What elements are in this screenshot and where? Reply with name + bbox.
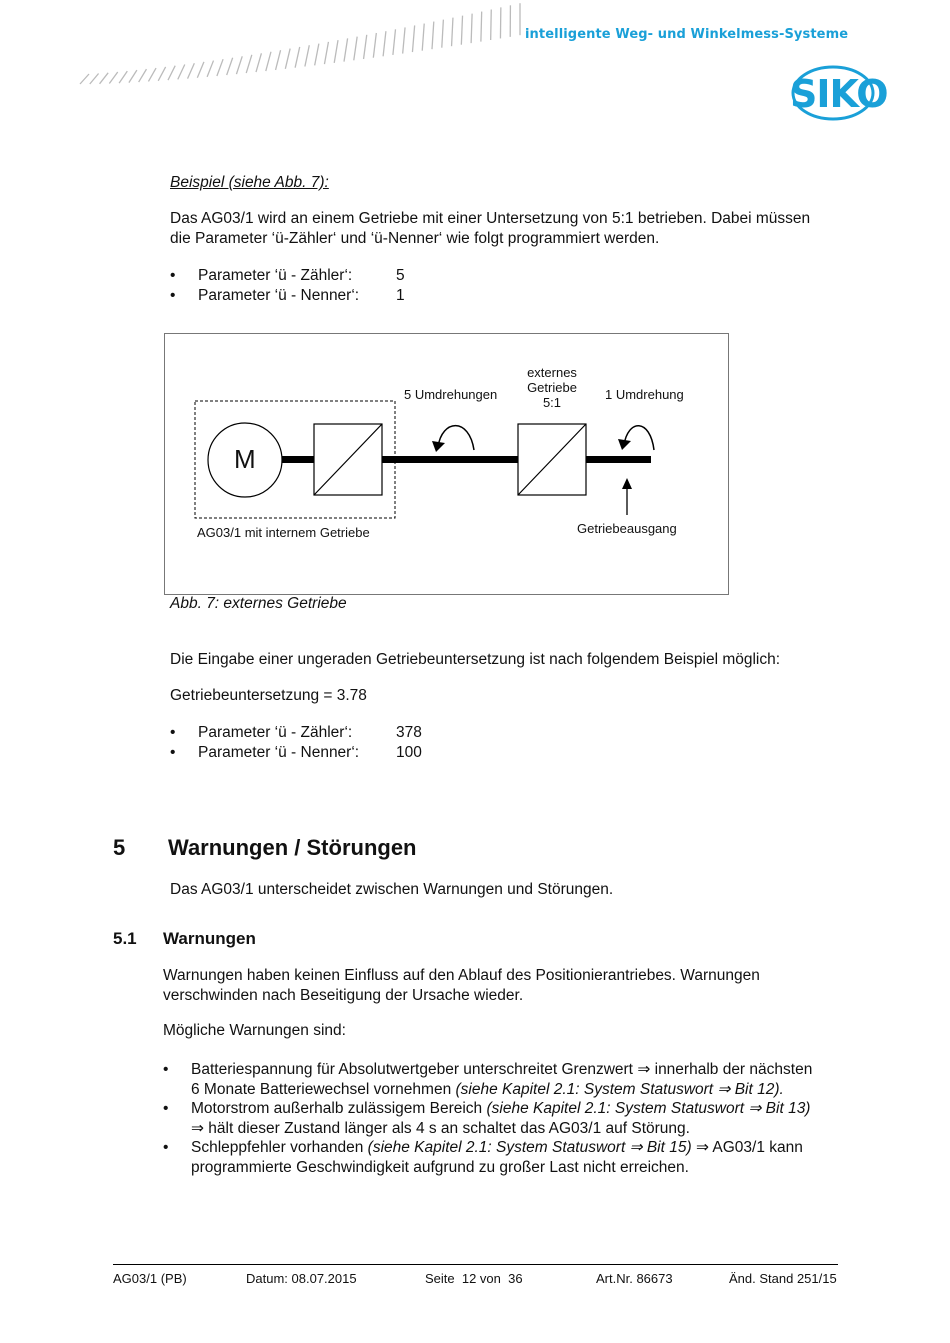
decor-tick	[481, 12, 482, 42]
rotation-arrow-icon	[624, 426, 654, 450]
bullet-icon: •	[163, 1061, 169, 1078]
decor-tick	[148, 68, 156, 81]
example-intro-line2: die Parameter ‘ü-Zähler‘ und ‘ü-Nenner‘ wie folgt programmiert werden.	[170, 230, 660, 247]
ratio-line: Getriebeuntersetzung = 3.78	[170, 687, 367, 704]
decor-tick	[403, 27, 405, 53]
bullet-icon: •	[163, 1100, 169, 1117]
section-5-number: 5	[113, 835, 126, 860]
param-label: Parameter ‘ü - Zähler‘:	[198, 267, 353, 284]
ext-gear-label-line1: externes	[527, 365, 577, 380]
decor-tick	[90, 74, 99, 84]
possible-warnings: Mögliche Warnungen sind:	[163, 1022, 346, 1039]
bullet-icon: •	[170, 287, 176, 304]
footer-rule	[113, 1264, 838, 1265]
decor-tick	[158, 67, 165, 81]
warning-reference: (siehe Kapitel 2.1: System Statuswort ⇒ Bit 12).	[455, 1081, 784, 1098]
section-5-title: Warnungen / Störungen	[168, 835, 417, 860]
odd-ratio-text: Die Eingabe einer ungeraden Getriebeuntersetzung ist nach folgendem Beispiel möglich:	[170, 651, 781, 668]
section-51-title: Warnungen	[163, 929, 256, 948]
ext-gear-label-line2: Getriebe	[527, 380, 577, 395]
bullet-icon: •	[170, 744, 176, 761]
decor-tick	[276, 50, 281, 70]
decor-tick	[139, 69, 147, 82]
decor-tick	[100, 73, 109, 84]
decor-tick	[227, 58, 233, 75]
footer-page: Seite 12 von 36	[425, 1271, 523, 1286]
decor-tick	[364, 35, 367, 59]
footer-art: Art.Nr. 86673	[596, 1271, 673, 1286]
siko-logo	[788, 63, 888, 123]
param-value: 5	[396, 267, 405, 284]
section-5-intro: Das AG03/1 unterscheidet zwischen Warnungen und Störungen.	[170, 881, 614, 898]
decor-tick	[315, 44, 319, 66]
param-value: 100	[396, 744, 422, 761]
param-label: Parameter ‘ü - Nenner‘:	[198, 287, 360, 304]
decor-tick	[344, 38, 348, 61]
decor-tick	[109, 72, 117, 83]
footer-doc: AG03/1 (PB)	[113, 1271, 187, 1286]
decor-tick	[324, 42, 328, 64]
decor-tick	[168, 66, 175, 80]
bullet-icon: •	[163, 1139, 169, 1156]
section-51-number: 5.1	[113, 929, 137, 948]
param-value: 378	[396, 724, 422, 741]
param-label: Parameter ‘ü - Zähler‘:	[198, 724, 353, 741]
section-51-para-line1: Warnungen haben keinen Einfluss auf den Ablauf des Positionierantriebes. Warnungen	[163, 967, 760, 984]
decor-tick	[491, 9, 492, 40]
decor-tick	[217, 59, 223, 76]
warning-text: 6 Monate Batteriewechsel vornehmen	[191, 1081, 456, 1098]
warning-reference: (siehe Kapitel 2.1: System Statuswort ⇒ Bit 15)	[367, 1139, 692, 1156]
param-label: Parameter ‘ü - Nenner‘:	[198, 744, 360, 761]
example-intro-line1: Das AG03/1 wird an einem Getriebe mit einer Untersetzung von 5:1 betrieben. Dabei müssen	[170, 210, 811, 227]
arrow-icon: ⇒	[191, 1120, 204, 1137]
rotation-arrow-icon	[438, 426, 474, 450]
decor-tick	[354, 37, 357, 61]
output-arrow-icon	[622, 478, 632, 489]
shaft-2	[382, 456, 518, 463]
warning-text: hält dieser Zustand länger als 4 s an schaltet das AG03/1 auf Störung.	[204, 1120, 690, 1137]
decor-tick	[442, 20, 444, 48]
decor-tick	[461, 16, 462, 45]
bullet-icon: •	[170, 267, 176, 284]
shaft-1	[282, 456, 314, 463]
rev-label-1: 1 Umdrehung	[605, 387, 684, 402]
decor-tick	[119, 71, 127, 83]
warning-reference: (siehe Kapitel 2.1: System Statuswort ⇒ Bit 13)	[486, 1100, 811, 1117]
shaft-3	[586, 456, 651, 463]
decor-tick	[129, 70, 137, 82]
decor-tick	[285, 49, 290, 69]
arrow-icon: ⇒	[637, 1061, 651, 1078]
ext-gear-label	[517, 365, 587, 410]
arrow-icon: ⇒	[691, 1139, 709, 1156]
decor-tick	[305, 45, 309, 66]
decor-tick	[452, 18, 453, 47]
footer-date: Datum: 08.07.2015	[246, 1271, 357, 1286]
ext-gear-label-line3: 5:1	[542, 395, 562, 410]
motor-label: M	[234, 444, 256, 474]
decor-tick	[393, 29, 396, 55]
logo-text: SIKO	[790, 72, 888, 116]
warning-text: innerhalb der nächsten	[650, 1061, 813, 1078]
decor-tick	[373, 33, 376, 58]
header-tagline: intelligente Weg- und Winkelmess-Systeme	[525, 27, 849, 42]
example-heading: Beispiel (siehe Abb. 7):	[170, 174, 329, 191]
internal-gear-label: AG03/1 mit internem Getriebe	[197, 525, 370, 540]
decor-tick	[246, 55, 252, 73]
warning-text: programmierte Geschwindigkeit aufgrund zu großer Last nicht erreichen.	[191, 1159, 689, 1176]
decor-tick	[188, 63, 195, 78]
decor-tick	[197, 62, 204, 78]
rev-label-5: 5 Umdrehungen	[404, 387, 498, 402]
param-value: 1	[396, 287, 405, 304]
output-label: Getriebeausgang	[577, 521, 677, 536]
decor-tick	[412, 25, 414, 52]
warning-text: AG03/1 kann	[708, 1139, 803, 1156]
warning-text: Schleppfehler vorhanden	[191, 1139, 368, 1156]
decor-tick	[266, 52, 271, 71]
decor-tick	[256, 53, 261, 72]
decor-tick	[295, 47, 300, 68]
decor-tick	[422, 24, 424, 51]
decor-tick	[383, 31, 386, 56]
decor-tick	[80, 74, 89, 84]
decor-tick	[207, 61, 213, 77]
decor-tick	[236, 56, 242, 74]
decor-tick	[178, 64, 185, 79]
warning-text: Motorstrom außerhalb zulässigem Bereich	[191, 1100, 487, 1117]
figure-caption: Abb. 7: externes Getriebe	[170, 595, 347, 612]
warning-text: Batteriespannung für Absolutwertgeber unterschreitet Grenzwert	[191, 1061, 638, 1078]
decor-tick	[471, 14, 472, 44]
section-51-para-line2: verschwinden nach Beseitigung der Ursache wieder.	[163, 987, 524, 1004]
decor-tick	[334, 40, 338, 63]
decor-tick	[432, 22, 434, 50]
header-decoration	[70, 0, 530, 120]
bullet-icon: •	[170, 724, 176, 741]
footer-rev: Änd. Stand 251/15	[729, 1271, 837, 1286]
